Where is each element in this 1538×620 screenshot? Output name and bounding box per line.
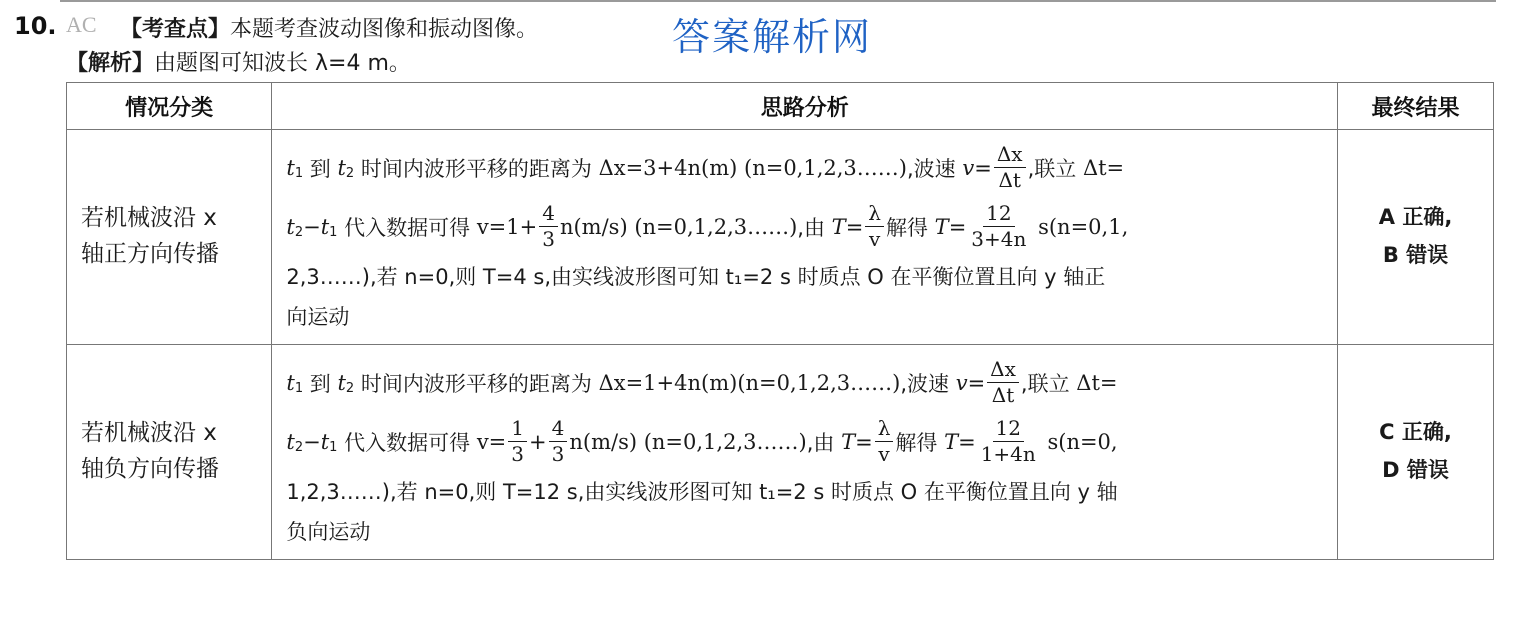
fraction: $\frac{\Delta x}{\Delta t}$ — [987, 359, 1019, 406]
exam-point-text: 本题考查波动图像和振动图像。 — [230, 17, 539, 42]
analysis-line: 1,2,3……),若 n=0,则 T=12 s,由实线波形图可知 t₁=2 s 时质点 O 在平衡位置且向 y 轴 — [286, 480, 1118, 504]
result-line: C 正确, — [1379, 420, 1452, 445]
question-number: 10. — [14, 12, 57, 40]
text: s(n=0,1, — [1038, 214, 1129, 239]
wavelength-formula: λ=4 m。 — [315, 51, 411, 76]
category-line: 若机械波沿 x — [81, 205, 217, 232]
fraction: $\frac{\Delta x}{\Delta t}$ — [994, 144, 1026, 191]
fraction: $\frac{\lambda}{v}$ — [875, 418, 894, 465]
analysis-intro — [66, 46, 411, 77]
analysis-text: 由题图可知波长 — [154, 51, 309, 76]
text: Δt= — [1076, 370, 1118, 395]
analysis-cell: t 1 到 t 2 时间内波形平移的距离为 Δx=3+4n(m) (n=0,1,2,3……) ,波速 v = $\frac{\Delta x}{\Delta t}$ ,联立 Δt= t 2 − t 1 代入数据可得 v=1+ $\frac{4}{3}$ n(m/s) (n=0,1,2,3……) ,由 T = $\frac{\lambda}{v}$ 解得 T = $\frac{12}{3+4n}$ s(n=0,1, 2,3……),若 n=0,则 T=4 s,由实线波形图可知 t₁=2 s 时质点 O 在平衡位置且向 y 轴正 向运动 — [272, 130, 1338, 345]
displacement-formula: Δx=3+4n(m) (n=0,1,2,3……) — [598, 155, 907, 180]
table-header-row — [67, 83, 1494, 130]
text: v=1+ — [476, 214, 538, 239]
analysis-line: 向运动 — [286, 305, 350, 329]
text: 解得 — [885, 215, 928, 240]
displacement-formula: Δx=1+4n(m)(n=0,1,2,3……) — [598, 370, 901, 395]
analysis-label: 【解析】 — [66, 51, 155, 76]
text: ,联立 — [1020, 371, 1070, 396]
category-line: 轴正方向传播 — [81, 241, 219, 267]
fraction: $\frac{12}{1+4n}$ — [980, 416, 1036, 466]
text: ,联立 — [1027, 156, 1077, 181]
category-line: 若机械波沿 x — [81, 420, 217, 447]
analysis-line: 负向运动 — [286, 520, 371, 544]
top-rule — [60, 0, 1496, 2]
header-result: 最终结果 — [1338, 83, 1494, 130]
result-cell — [1338, 130, 1494, 345]
result-line: D 错误 — [1382, 458, 1449, 482]
table-row — [67, 345, 1494, 560]
text: 代入数据可得 — [344, 430, 471, 455]
answer-key: AC — [66, 12, 97, 37]
exam-point-label: 【考查点】 — [120, 17, 231, 42]
text: s(n=0, — [1047, 429, 1118, 454]
result-line: B 错误 — [1382, 243, 1449, 267]
watermark: 答案解析网 — [672, 15, 873, 59]
analysis-cell: t 1 到 t 2 时间内波形平移的距离为 Δx=1+4n(m)(n=0,1,2,3……) ,波速 v = $\frac{\Delta x}{\Delta t}$ ,联立 Δt= t 2 − t 1 代入数据可得 v= $\frac{1}{3}$ + $\frac{4}{3}$ n(m/s) (n=0,1,2,3……) ,由 T = $\frac{\lambda}{v}$ 解得 T = $\frac{12}{1+4n}$ s(n=0, 1,2,3……),若 n=0,则 T=12 s,由实线波形图可知 t₁=2 s 时质点 O 在平衡位置且向 y 轴 负向运动 — [272, 345, 1338, 560]
text: 时间内波形平移的距离为 — [360, 156, 592, 181]
text: 时间内波形平移的距离为 — [360, 371, 592, 396]
table-row — [67, 130, 1494, 345]
fraction: $\frac{4}{3}$ — [539, 203, 558, 250]
text: ,波速 — [900, 371, 949, 396]
analysis-line: 2,3……),若 n=0,则 T=4 s,由实线波形图可知 t₁=2 s 时质点 O 在平衡位置且向 y 轴正 — [286, 265, 1106, 289]
speed-formula: n(m/s) (n=0,1,2,3……) — [559, 214, 798, 239]
category-line: 轴负方向传播 — [81, 456, 219, 482]
text: ,波速 — [906, 156, 956, 181]
fraction: $\frac{4}{3}$ — [549, 418, 568, 465]
text: 到 — [309, 156, 331, 181]
text: 代入数据可得 — [344, 215, 471, 240]
text: v= — [476, 429, 507, 454]
text: ,由 — [806, 430, 835, 455]
fraction: $\frac{1}{3}$ — [508, 418, 527, 465]
text: Δt= — [1082, 155, 1125, 180]
analysis-table — [66, 82, 1494, 560]
header-category: 情况分类 — [67, 83, 272, 130]
result-line: A 正确, — [1378, 205, 1453, 230]
category-cell — [67, 130, 272, 345]
exam-point — [120, 12, 538, 43]
fraction: $\frac{\lambda}{v}$ — [865, 203, 884, 250]
header-analysis: 思路分析 — [272, 83, 1338, 130]
speed-formula: n(m/s) (n=0,1,2,3……) — [569, 429, 807, 454]
category-cell — [67, 345, 272, 560]
fraction: $\frac{12}{3+4n}$ — [971, 201, 1027, 251]
text: ,由 — [797, 215, 825, 240]
result-cell — [1338, 345, 1494, 560]
text: 解得 — [895, 430, 938, 455]
text: 到 — [309, 371, 331, 396]
